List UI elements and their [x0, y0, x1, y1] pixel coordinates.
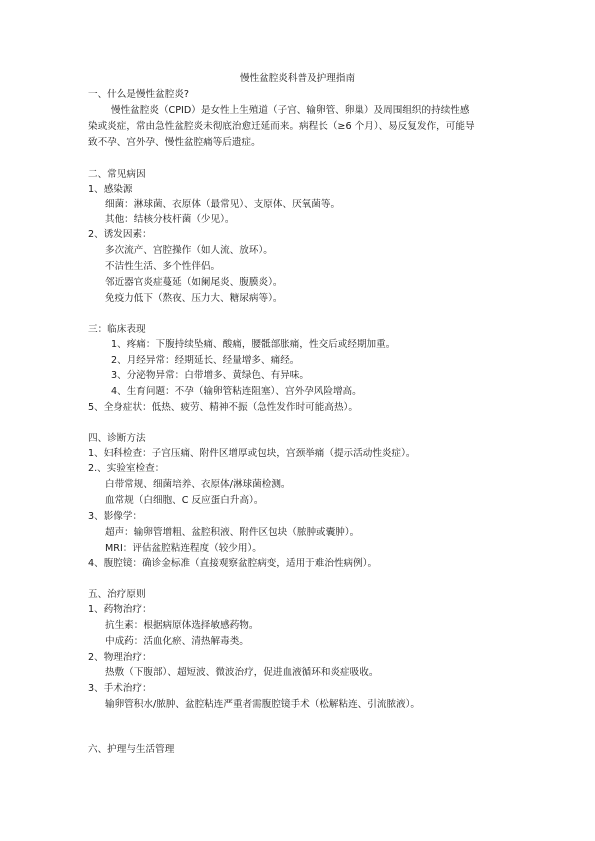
- section-3-item-3: 3、分泌物异常：白带增多、黄绿色、有异味。: [111, 370, 309, 381]
- section-1-paragraph-line-3: 致不孕、宫外孕、慢性盆腔痛等后遗症。: [88, 137, 261, 148]
- document-title: 慢性盆腔炎科普及护理指南: [239, 73, 356, 84]
- section-5-heading: 五、治疗原则: [88, 589, 146, 600]
- section-2-item-1-detail-a: 细菌：淋球菌、衣原体（最常见）、支原体、厌氧菌等。: [105, 199, 341, 210]
- section-4-item-1: 1、妇科检查：子宫压痛、附件区增厚或包块，宫颈举痛（提示活动性炎症）。: [88, 448, 416, 459]
- section-4-item-3-detail-a: 超声：输卵管增粗、盆腔积液、附件区包块（脓肿或囊肿）。: [105, 527, 360, 538]
- section-3-item-5: 5、全身症状：低热、疲劳、精神不振（急性发作时可能高热）。: [88, 402, 358, 413]
- section-2-item-1: 1、感染源: [88, 184, 133, 195]
- section-1-paragraph-line-1: 慢性盆腔炎（CPID）是女性上生殖道（子宫、输卵管、卵巢）及周围组织的持续性感: [111, 105, 470, 116]
- section-2-item-2-detail-c: 邻近器官炎症蔓延（如阑尾炎、腹膜炎）。: [105, 277, 283, 288]
- section-3-item-4: 4、生育问题：不孕（输卵管粘连阻塞）、宫外孕风险增高。: [111, 386, 362, 397]
- section-1-heading: 一、什么是慢性盆腔炎?: [88, 89, 190, 100]
- section-4-item-4: 4、腹腔镜：确诊金标准（直接观察盆腔病变，适用于难治性病例）。: [88, 558, 378, 569]
- section-2-item-2-detail-d: 免疫力低下（熬夜、压力大、糖尿病等）。: [105, 293, 283, 304]
- section-5-item-1-detail-b: 中成药：活血化瘀、清热解毒类。: [105, 636, 249, 647]
- section-5-item-2-detail-a: 热敷（下腹部）、超短波、微波治疗，促进血液循环和炎症吸收。: [105, 667, 379, 678]
- section-4-heading: 四、诊断方法: [88, 433, 146, 444]
- section-2-item-2-detail-b: 不洁性生活、多个性伴侣。: [105, 261, 221, 272]
- section-5-item-1: 1、药物治疗：: [88, 604, 152, 615]
- section-5-item-2: 2、物理治疗：: [88, 652, 152, 663]
- section-6-heading: 六、护理与生活管理: [88, 744, 175, 755]
- section-2-item-2: 2、诱发因素：: [88, 229, 152, 240]
- section-4-item-2: 2.、实验室检查：: [88, 463, 165, 474]
- section-4-item-3-detail-b: MRI：评估盆腔粘连程度（较少用）。: [105, 543, 262, 554]
- section-5-item-3: 3、手术治疗：: [88, 683, 152, 694]
- section-5-item-3-detail-a: 输卵管积水/脓肿、盆腔粘连严重者需腹腔镜手术（松解粘连、引流脓液）。: [105, 699, 421, 710]
- section-2-item-1-detail-b: 其他：结核分枝杆菌（少见）。: [105, 214, 235, 225]
- section-3-heading: 三：临床表现: [88, 324, 146, 335]
- section-4-item-2-detail-b: 血常规（白细胞、C 反应蛋白升高）。: [105, 495, 264, 506]
- section-2-heading: 二、常见病因: [88, 169, 146, 180]
- section-3-item-1: 1、疼痛：下腹持续坠痛、酸痛，腰骶部胀痛，性交后或经期加重。: [111, 339, 396, 350]
- section-1-paragraph-line-2: 染或炎症，常由急性盆腔炎未彻底治愈迁延而来。病程长（≥6 个月）、易反复发作，可能导: [88, 121, 475, 132]
- section-2-item-2-detail-a: 多次流产、宫腔操作（如人流、放环）。: [105, 245, 273, 256]
- section-4-item-2-detail-a: 白带常规、细菌培养、衣原体/淋球菌检测。: [105, 479, 291, 490]
- section-5-item-1-detail-a: 抗生素：根据病原体选择敏感药物。: [105, 620, 259, 631]
- section-4-item-3: 3、影像学：: [88, 511, 143, 522]
- section-3-item-2: 2、月经异常：经期延长、经量增多、痛经。: [111, 355, 300, 366]
